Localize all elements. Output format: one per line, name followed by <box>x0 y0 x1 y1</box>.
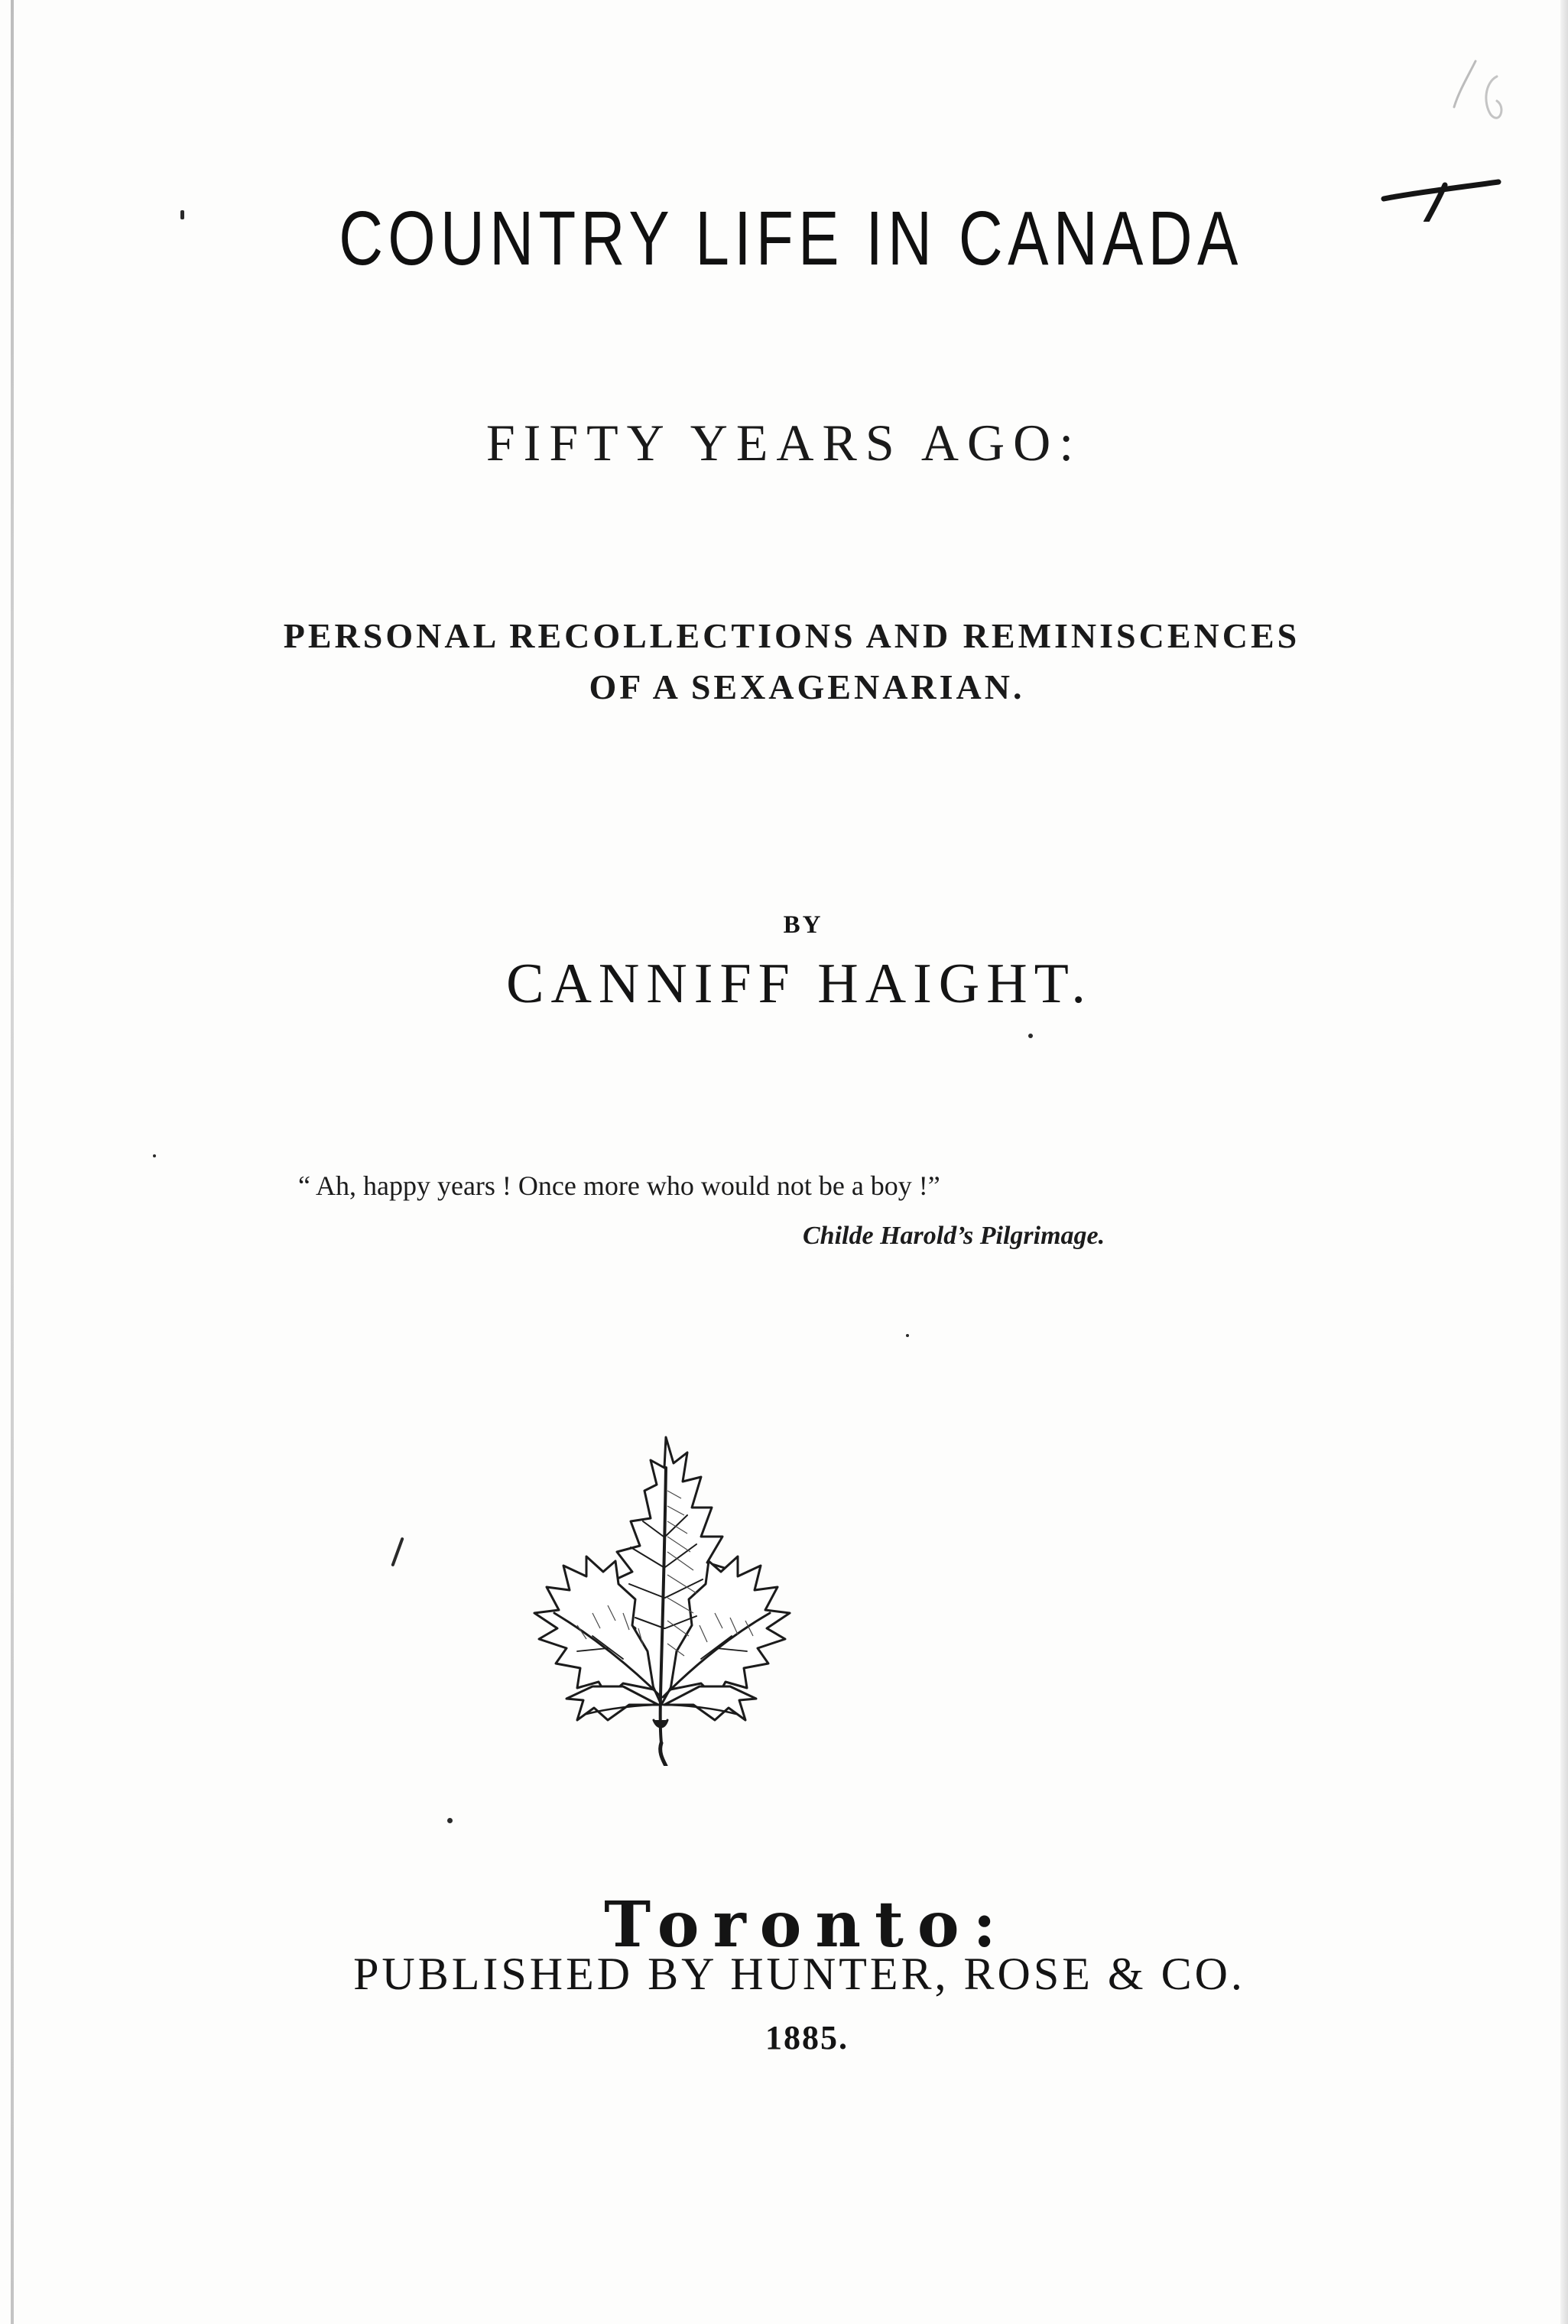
speck <box>180 210 184 219</box>
speck <box>906 1334 909 1337</box>
description-line-1: PERSONAL RECOLLECTIONS AND REMINISCENCES <box>283 616 1300 655</box>
by-label: BY <box>783 911 823 939</box>
speck <box>447 1818 453 1823</box>
book-subtitle: FIFTY YEARS AGO: <box>485 414 1083 472</box>
epigraph-quote: “ Ah, happy years ! Once more who would not be a boy !” <box>298 1170 940 1201</box>
book-title: COUNTRY LIFE IN CANADA <box>339 196 1243 281</box>
speck <box>391 1537 404 1567</box>
imprint-year: 1885. <box>765 2019 849 2056</box>
epigraph-source: Childe Harold’s Pilgrimage. <box>803 1222 1105 1250</box>
speck <box>1028 1034 1033 1038</box>
imprint-city: Toronto: <box>604 1888 1010 1962</box>
maple-leaf-icon <box>501 1384 822 1766</box>
imprint-publisher: PUBLISHED BY HUNTER, ROSE & CO. <box>353 1949 1245 1999</box>
speck <box>153 1154 156 1157</box>
description-line-2: OF A SEXAGENARIAN. <box>589 667 1025 706</box>
author-name: CANNIFF HAIGHT. <box>506 953 1092 1015</box>
